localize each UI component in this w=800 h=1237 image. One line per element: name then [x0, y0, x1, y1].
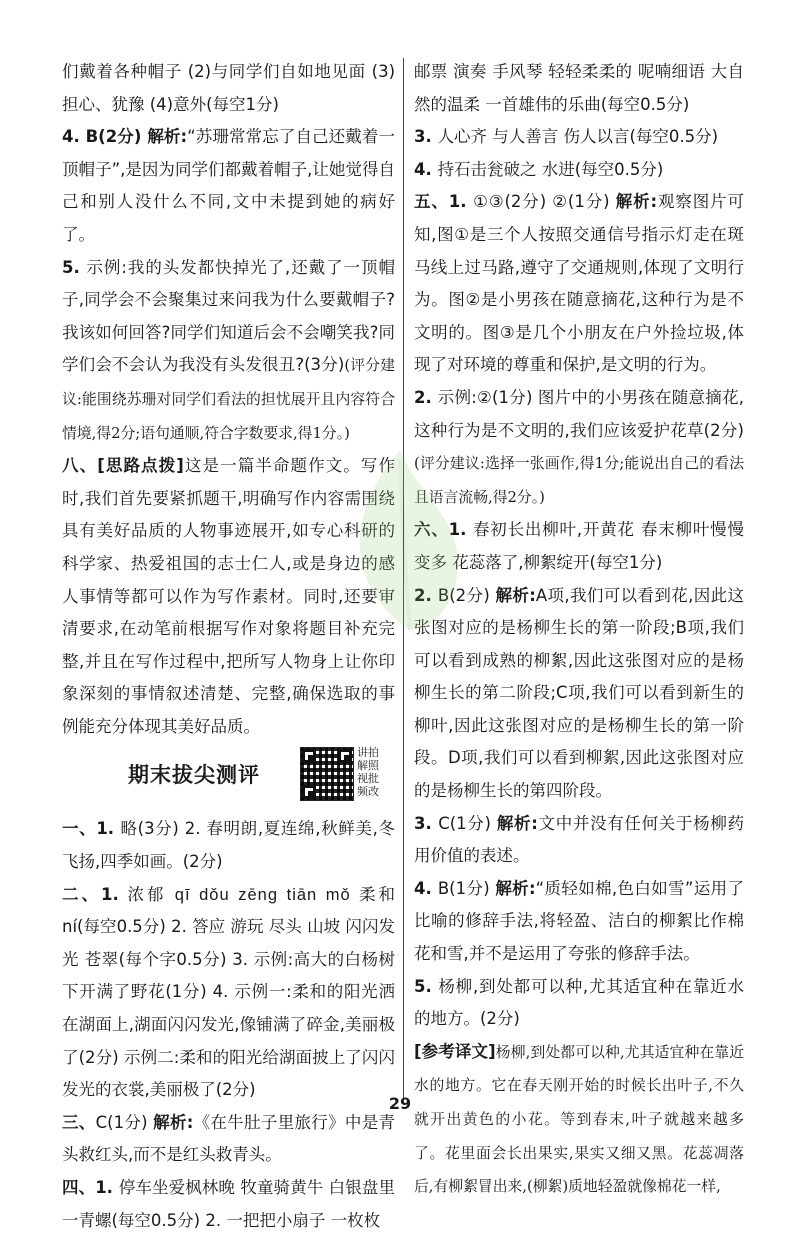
- qr-caption: [357, 746, 397, 798]
- answer-text: 《在牛肚子里旅行》中是青头救红头,而不是红头救青头。: [62, 1112, 396, 1165]
- answer-number: 三、: [62, 1112, 96, 1132]
- right-column: [414, 56, 744, 1204]
- scoring-note: (评分建议:能围绕苏珊对同学们看法的担忧展开且内容符合情境,得2分;语句通顺,符合字数要求,得1分。): [62, 357, 395, 442]
- analysis-label: 解析:: [615, 192, 658, 212]
- answer-number: 二、1.: [62, 884, 128, 904]
- tip-label: [思路点拨]: [97, 456, 184, 476]
- answer-number: 4.: [414, 159, 438, 179]
- answer-r3: [414, 121, 744, 154]
- answer-text: B(1分): [437, 878, 496, 898]
- answer-6-5: [414, 971, 744, 1036]
- analysis-label: 解析:: [495, 878, 536, 898]
- answer-number: 八、: [62, 456, 98, 476]
- answer-text: 观察图片可知,图①是三个人按照交通信号指示灯走在斑马线上过马路,遵守了交通规则,体现了文明行为。图②是小男孩在随意摘花,这种行为是不文明的。图③是几个小朋友在户外捡垃圾,体现了对环境的尊重和保护,是文明的行为。: [414, 192, 744, 375]
- answer-text: 杨柳,到处都可以种,尤其适宜种在靠近水的地方。(2分): [414, 976, 744, 1029]
- translation-label: [参考译文]: [414, 1041, 496, 1061]
- qr-code-icon[interactable]: [300, 747, 354, 801]
- qr-caption-line: 讲拍: [357, 746, 379, 760]
- answer-number: 4.: [414, 878, 438, 898]
- answer-text: “苏珊常常忘了自己还戴着一顶帽子”,是因为同学们都戴着帽子,让她觉得自己和别人没什么不同,文中未提到她的病好了。: [62, 127, 395, 244]
- answer-text: C(1分): [95, 1112, 154, 1132]
- analysis-label: 解析:: [147, 127, 188, 147]
- qr-caption-line: 频改: [357, 785, 379, 799]
- analysis-label: 解析:: [495, 585, 536, 605]
- answer-text: 人心齐 与人善言 伤人以言(每空0.5分): [437, 127, 719, 147]
- answer-number: 3.: [414, 813, 439, 833]
- answer-number: 3.: [414, 127, 438, 147]
- answer-6-4: [414, 873, 744, 971]
- answer-5-1: [414, 186, 744, 382]
- answer-4b: [62, 1172, 395, 1237]
- answer-number: 六、1.: [414, 520, 473, 540]
- answer-number: 2.: [414, 387, 438, 407]
- answer-2: [62, 879, 395, 1107]
- answer-line: 们戴着各种帽子 (2)与同学们自如地见面 (3)担心、犹豫 (4)意外(每空1分): [62, 62, 395, 114]
- answer-text: 春初长出柳叶,开黄花 春末柳叶慢慢变多 花蕊落了,柳絮绽开(每空1分): [414, 520, 744, 572]
- answer-text: “质轻如棉,色白如雪”运用了比喻的修辞手法,将轻盈、洁白的柳絮比作棉花和雪,并不是运用了夸张的修辞手法。: [414, 878, 744, 964]
- answer-text: 柔和 ní(每空0.5分) 2. 答应 游玩 尽头 山坡 闪闪发光 苍翠(每个字0.5分) 3. 示例:高大的白杨树下开满了野花(1分) 4. 示例一:柔和的阳光洒在湖面上,湖面闪闪发光,像铺满了碎金,美丽极了(2分) 示例二:柔和的阳光给湖面披上了闪闪发光的衣裳,美丽极了(2分): [62, 884, 395, 1100]
- answer-number: 5.: [414, 976, 439, 996]
- analysis-label: 解析:: [496, 813, 538, 833]
- answer-r4: [414, 154, 744, 187]
- scoring-note: (评分建议:选择一张画作,得1分;能说出自己的看法且语言流畅,得2分。): [414, 455, 744, 506]
- answer-text: 持石击瓮破之 水进(每空0.5分): [437, 159, 664, 179]
- section-header: [62, 743, 395, 813]
- reference-translation: [414, 1036, 744, 1204]
- answer-line: 邮票 演奏 手风琴 轻轻柔柔的 呢喃细语 大自然的温柔 一首雄伟的乐曲(每空0.5分): [414, 62, 744, 114]
- answer-8: [62, 450, 395, 743]
- column-divider: [403, 58, 404, 1098]
- answer-1: [62, 813, 395, 878]
- answer-text: 停车坐爱枫林晚 牧童骑黄牛 白银盘里一青螺(每空0.5分) 2. 一把把小扇子 一枚枚: [62, 1178, 395, 1230]
- answer-number: 五、1.: [414, 192, 474, 212]
- answer-5-2: [414, 382, 744, 514]
- answer-3: [62, 1107, 395, 1172]
- answer-text: A项,我们可以看到花,因此这张图对应的是杨柳生长的第一阶段;B项,我们可以看到成熟的柳絮,因此这张图对应的是杨柳生长的第二阶段;C项,我们可以看到新生的柳叶,因此这张图对应的是杨柳生长的第一阶段。D项,我们可以看到柳絮,因此这张图对应的是杨柳生长的第四阶段。: [414, 585, 744, 801]
- answer-text: 浓郁: [127, 884, 175, 904]
- answer-5: [62, 252, 395, 451]
- answer-number: 四、1.: [62, 1178, 119, 1197]
- pinyin-text: qī dǒu zēng tiān mǒ: [174, 885, 351, 904]
- answer-number: 5.: [62, 257, 87, 277]
- analysis-label: 解析:: [153, 1112, 194, 1132]
- answer-number: 2.: [414, 585, 438, 605]
- answer-text: 略(3分) 2. 春明朗,夏连绵,秋鲜美,冬飞扬,四季如画。(2分): [62, 819, 395, 872]
- page-number: 29: [388, 1094, 412, 1113]
- answer-4: [62, 121, 395, 251]
- answer-text: B(2分): [437, 585, 496, 605]
- answer-6-2: [414, 580, 744, 808]
- answer-number: 一、1.: [62, 819, 121, 839]
- translation-text: 杨柳,到处都可以种,尤其适宜种在靠近水的地方。它在春天刚开始的时候长出叶子,不久就开出黄色的小花。等到春末,叶子就越来越多了。花里面会长出果实,果实又细又黑。花蕊凋落后,有柳絮冒出来,(柳絮)质地轻盈就像棉花一样,: [414, 1043, 744, 1196]
- qr-caption-line: 解照: [357, 759, 379, 773]
- answer-6-3: [414, 808, 744, 873]
- section-title: 期末拔尖测评: [128, 763, 260, 788]
- left-column: [62, 56, 395, 1237]
- answer-text: 文中并没有任何关于杨柳药用价值的表述。: [414, 813, 745, 866]
- answer-text: C(1分): [438, 813, 497, 833]
- answer-number: 4. B(2分): [62, 127, 148, 147]
- answer-6-1: [414, 514, 744, 579]
- answer-text: ①③(2分) ②(1分): [473, 192, 616, 212]
- qr-caption-line: 视批: [357, 772, 379, 786]
- answer-text: 这是一篇半命题作文。写作时,我们首先要紧抓题干,明确写作内容需围绕具有美好品质的人物事迹展开,如专心科研的科学家、热爱祖国的志士仁人,或是身边的感人事情等都可以作为写作素材。同时,还要审清要求,在动笔前根据写作对象将题目补充完整,并且在写作过程中,把所写人物身上让你印象深刻的事情叙述清楚、完整,确保选取的事例能充分体现其美好品质。: [62, 456, 396, 736]
- answer-text: 示例:②(1分) 图片中的小男孩在随意摘花,这种行为是不文明的,我们应该爱护花草(2分): [414, 387, 744, 440]
- answer-text: 示例:我的头发都快掉光了,还戴了一顶帽子,同学会不会聚集过来问我为什么要戴帽子?我该如何回答?同学们知道后会不会嘲笑我?同学们会不会认为我没有头发很丑?(3分): [62, 257, 395, 375]
